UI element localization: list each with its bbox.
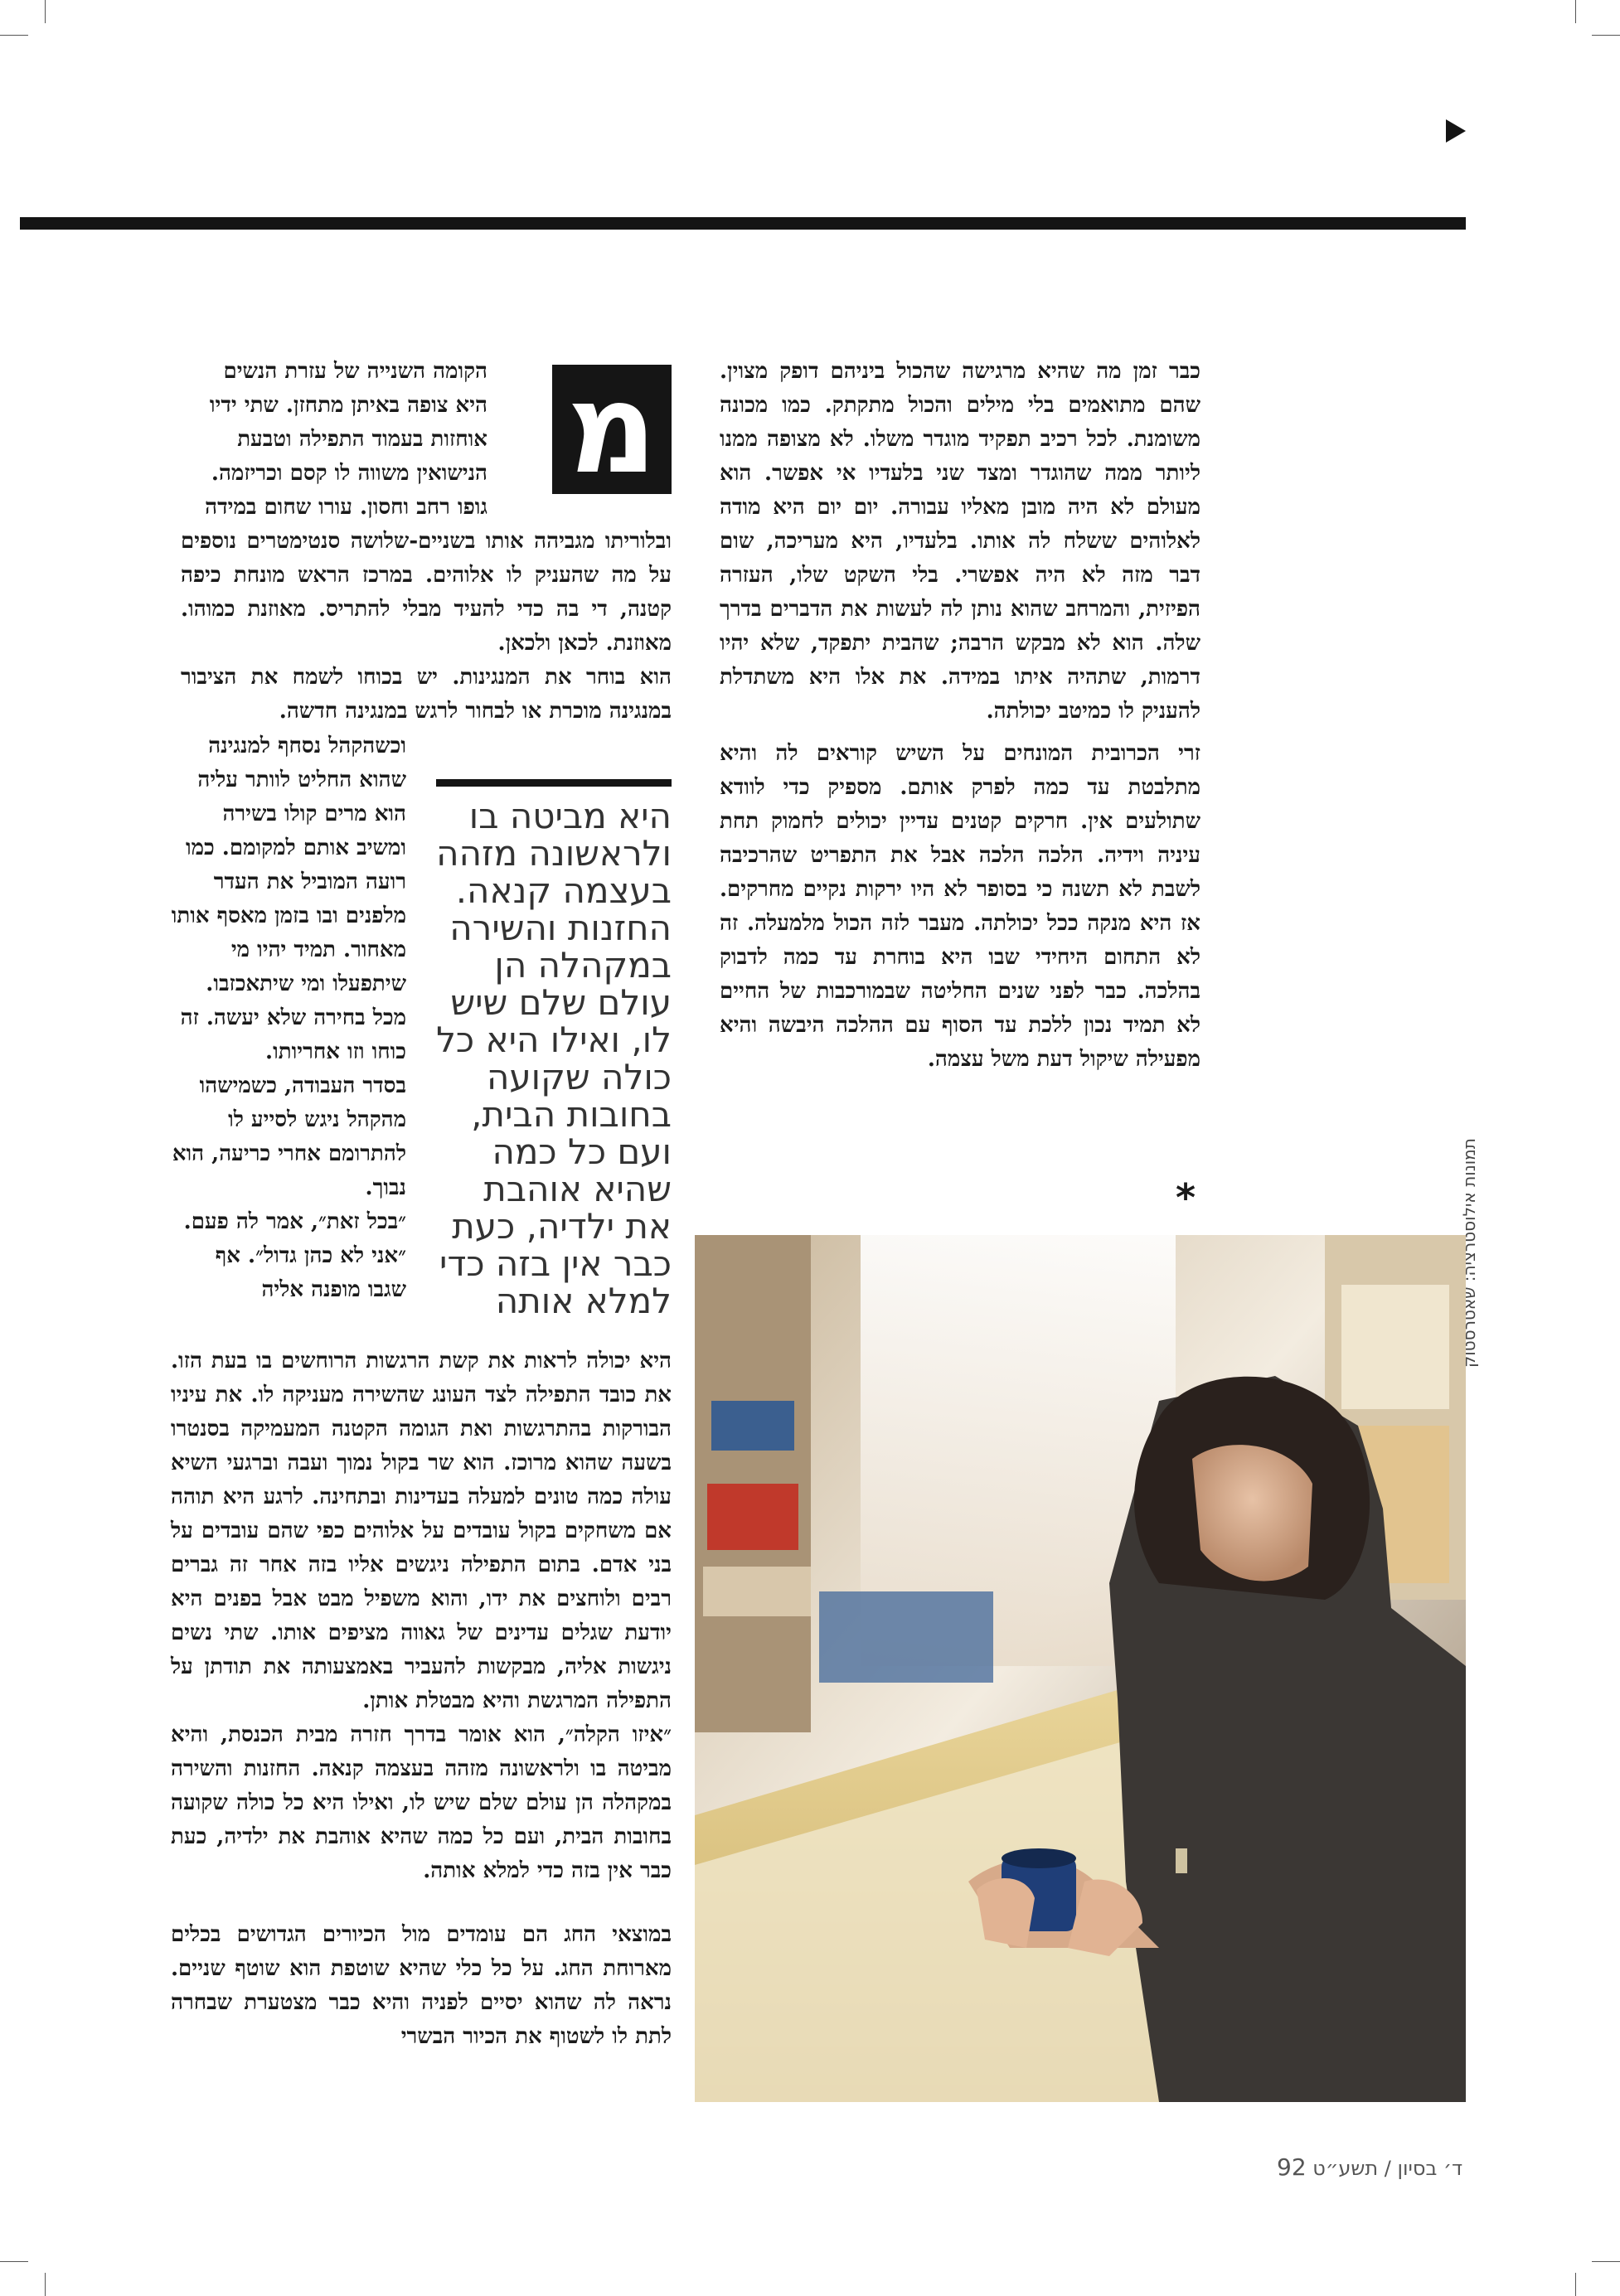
opening-line: הנישואין משווה לו קסם וכריזמה. <box>211 461 487 486</box>
narrow-paragraph-1: וכשהקהל נסחף למנגינה שהוא החליט לוותר עליה הוא מרים קולו בשירה ומשיב אותם למקומם. כמו רועה המוביל את העדר מלפנים ובו בזמן מאסף אותו מאחור. תמיד יהיו מי שיתפעלו ומי שיתאכזבו. מכל בחירה שלא יעשה. זה כוחו וזו אחריותו. <box>171 734 406 1064</box>
narrow-column <box>171 729 406 1307</box>
bottom-paragraph-1: היא יכולה לראות את קשת הרגשות הרוחשים בו בעת הזו. את כובד התפילה לצד העונג שהשירה מעניקה לו. את עיניו הבורקות בהתרגשות ואת הגומה הקטנה המעמיקה בסנטרו בשעה שהוא מרוכז. הוא שר בקול נמוך ועבה וברגעי השיא עולה כמה טונים למעלה בעדינות ובתחינה. לרגע היא תוהה אם משחקים בקול עובדים על אלוהים כפי שהם עובדים על בני אדם. בתום התפילה ניגשים אליו בזה אחר זה גברים רבים ולוחצים את ידו, והוא משפיל מבט אבל בפנים היא יודעת שגלים עדינים של גאווה מציפים אותו. שתי נשים ניגשות אליה, מבקשות להעביר באמצעותה את תודתן על התפילה המרגשת והיא מבטלת אותן. <box>171 1349 672 1713</box>
crop-mark <box>1592 2261 1620 2262</box>
right-paragraph-2: זרי הכרובית המונחים על השיש קוראים לה והיא מתלבטת עד כמה לפרק אותם. מספיק כדי לוודא שתולעים אין. חרקים קטנים עדיין יכולים לחמוק תחת עיניה וידיה. הלכה הלכה אבל את התפריט שהרכיבה לשבת לא תשנה כי בסופר לא היו ירקות נקיים מחרקים. אז היא מנקה ככל יכולתה. מעבר לזה הכול מלמעלה. זה לא התחום היחידי שבו היא בוחרת עד כמה לדבוק בהלכה. כבר לפני שנים החליטה שבמורכבות של החיים לא תמיד נכון ללכת עד הסוף עם ההלכה היבשה והיא מפעילה שיקול דעת משל עצמה. <box>720 741 1200 1072</box>
page-arrow-icon <box>1446 119 1466 143</box>
section-mark: * <box>1176 1175 1196 1220</box>
opening-line: אוחזות בעמוד התפילה וטבעת <box>237 427 487 452</box>
article-photo <box>695 1235 1466 2102</box>
right-column <box>720 355 1200 1077</box>
crop-mark <box>1575 2273 1576 2296</box>
crop-mark <box>1575 0 1576 23</box>
right-paragraph-1: כבר זמן מה שהיא מרגישה שהכול ביניהם דופק מצוין. שהם מתואמים בלי מילים והכול מתקתק. כמו מכונה משומנת. לכל רכיב תפקיד מוגדר משלו. לא מצופה ממנו ליותר ממה שהוגדר ומצד שני בלעדיו אי אפשר. הוא מעולם לא היה מובן מאליו עבורה. יום יום היא מודה לאלוהים ששלח לה אותו. בלעדיו, היא מעריכה, שום דבר מזה לא היה אפשרי. בלי השקט שלו, העזרה הפיזית, והמרחב שהוא נותן לה לעשות את הדברים בדרך שלה. הוא לא מבקש הרבה; שהבית יתפקד, שלא יהיו דרמות, שתהיה איתו במידה. את אלו היא משתדלת להעניק לו כמיטב יכולתה. <box>720 359 1200 724</box>
crop-mark <box>45 0 46 23</box>
photo-credit-text: תמונות אילוסטרציה: שאטרסטוק <box>1459 1138 1479 1368</box>
left-paragraph-2: הוא בוחר את המנגינות. יש בכוחו לשמח את הציבור במנגינה מוכרת או לבחור לרגש במנגינה חדשה. <box>181 665 672 724</box>
bottom-paragraph-2: ״איזו הקלה״, הוא אומר בדרך חזרה מבית הכנסת, והיא מביטה בו ולראשונה מזהה בעצמה קנאה. החזנות והשירה במקהלה הן עולם שלם שיש לו, ואילו היא כל כולה שקועה בחובות הבית, ועם כל כמה שהיא אוהבת את ילדיה, כעת כבר אין בזה כדי למלא אותה. <box>171 1722 672 1883</box>
left-column-top <box>181 355 672 729</box>
pull-quote: היא מביטה בו ולראשונה מזהה בעצמה קנאה. החזנות והשירה במקהלה הן עולם שלם שיש לו, ואילו היא כל כולה שקועה בחובות הבית, ועם כל כמה שהיא אוהבת את ילדיה, כעת כבר אין בזה כדי למלא אותה <box>436 796 672 1321</box>
crop-mark <box>0 35 28 36</box>
bottom-paragraph-3: במוצאי החג הם עומדים מול הכיורים הגדושים בכלים מארוחת החג. על כל כלי שהיא שוטפת הוא שוטף שניים. נראה לה שהוא יסיים לפניה והיא כבר מצטערת שבחרה לתת לו לשטוף את הכיור הבשרי <box>171 1922 672 2049</box>
crop-mark <box>45 2273 46 2296</box>
opening-line: הקומה השנייה של עזרת הנשים <box>223 359 487 384</box>
opening-line: גופו רחב וחסון. עורו שחום במידה <box>205 495 487 520</box>
opening-line: היא צופה באיתן מתחזן. שתי ידיו <box>209 393 487 418</box>
photo-illustration <box>695 1235 1466 2102</box>
issue-text: ד׳ בסיון / תשע״ט <box>1312 2157 1463 2180</box>
narrow-paragraph-2: בסדר העבודה, כשמישהו מהקהל ניגש לסייע לו להתרומם אחרי כריעה, הוא נבוך. <box>172 1073 406 1200</box>
narrow-paragraph-3: ״בכל זאת״, אמר לה פעם. ״אני לא כהן גדול״. אף שגבו מופנה אליה <box>183 1209 406 1302</box>
page-number: 92 <box>1277 2153 1307 2181</box>
crop-mark <box>0 2261 28 2262</box>
text-fade <box>166 2064 680 2097</box>
pull-quote-rule <box>436 779 672 787</box>
left-continuation: ובלוריתו מגביהה אותו בשניים-שלושה סנטימטרים נוספים על מה שהעניק לו אלוהים. במרכז הראש מונחת כיפה קטנה, די בה כדי להעיד מבלי להתריס. מאוזנת כמוהו. מאוזנת. לכאן ולכאן. <box>181 529 672 656</box>
top-rule <box>20 217 1466 230</box>
bottom-column <box>171 1344 672 2054</box>
page-footer <box>1272 2153 1467 2181</box>
drop-cap: מ <box>552 365 672 494</box>
crop-mark <box>1592 35 1620 36</box>
